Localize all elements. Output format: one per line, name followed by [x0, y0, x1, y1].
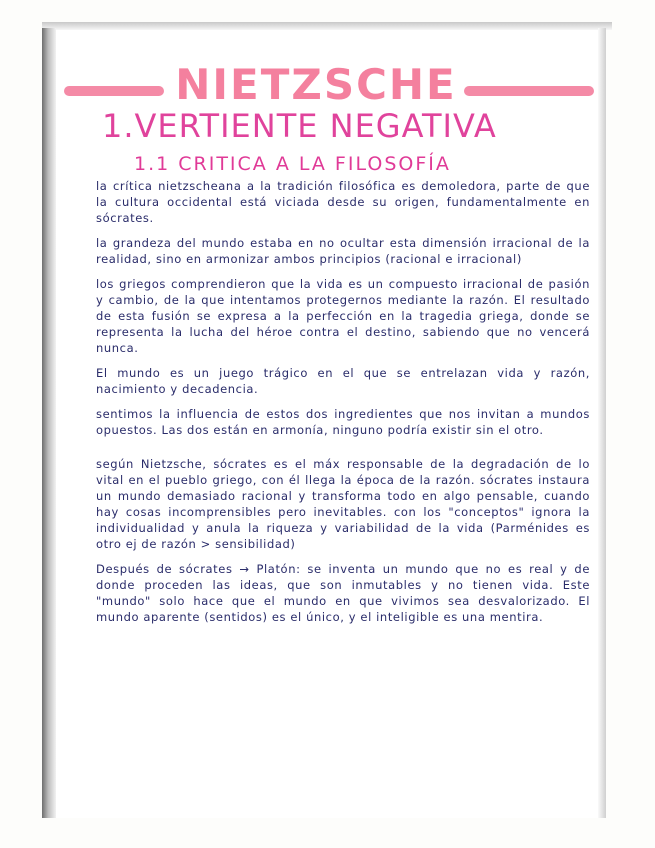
scan-edge-top: [42, 22, 612, 30]
title-underline-left: [64, 86, 164, 96]
paragraph: la crítica nietzscheana a la tradición filosófica es demoledora, parte de que la cultura occidental está viciada desde su origen, fundamentalmente en sócrates.: [96, 179, 590, 225]
scan-edge-left: [42, 28, 56, 818]
title-banner: [56, 56, 598, 110]
paragraph: según Nietzsche, sócrates es el máx responsable de la degradación de lo vital en el pueblo griego, con él llega la época de la razón. sócrates instaura un mundo demasiado racional y transforma todo en algo pensable, cuando hay cosas incomprensibles pero inevitables. con los "conceptos" ignora la individualidad y anula la riqueza y variabilidad de la vida (Parménides es otro ej de razón > sensibilidad): [96, 457, 590, 551]
section-heading: 1.VERTIENTE NEGATIVA: [102, 107, 497, 145]
notes-body: [96, 178, 590, 634]
subsection-heading: 1.1 CRITICA A LA FILOSOFÍA: [134, 153, 451, 175]
paragraph: El mundo es un juego trágico en el que se entrelazan vida y razón, nacimiento y decadencia.: [96, 366, 590, 396]
paragraph: sentimos la influencia de estos dos ingredientes que nos invitan a mundos opuestos. Las dos están en armonía, ninguno podría existir sin el otro.: [96, 407, 590, 437]
page-title: NIETZSCHE: [175, 60, 457, 109]
paragraph: los griegos comprendieron que la vida es un compuesto irracional de pasión y cambio, de la que intentamos protegernos mediante la razón. El resultado de esta fusión se expresa a la perfección en la tragedia griega, donde se representa la lucha del héroe contra el destino, sabiendo que no vencerá nunca.: [96, 277, 590, 355]
scan-edge-right: [598, 28, 606, 818]
paragraph: Después de sócrates → Platón: se inventa un mundo que no es real y de donde proceden las ideas, que son inmutables y no tienen vida. Este "mundo" solo hace que el mundo en que vivimos sea desvalorizado. El mundo aparente (sentidos) es el único, y el inteligible es una mentira.: [96, 562, 590, 624]
notebook-page: [56, 30, 598, 818]
title-underline-right: [464, 86, 594, 96]
paragraph: la grandeza del mundo estaba en no ocultar esta dimensión irracional de la realidad, sino en armonizar ambos principios (racional e irracional): [96, 236, 590, 266]
